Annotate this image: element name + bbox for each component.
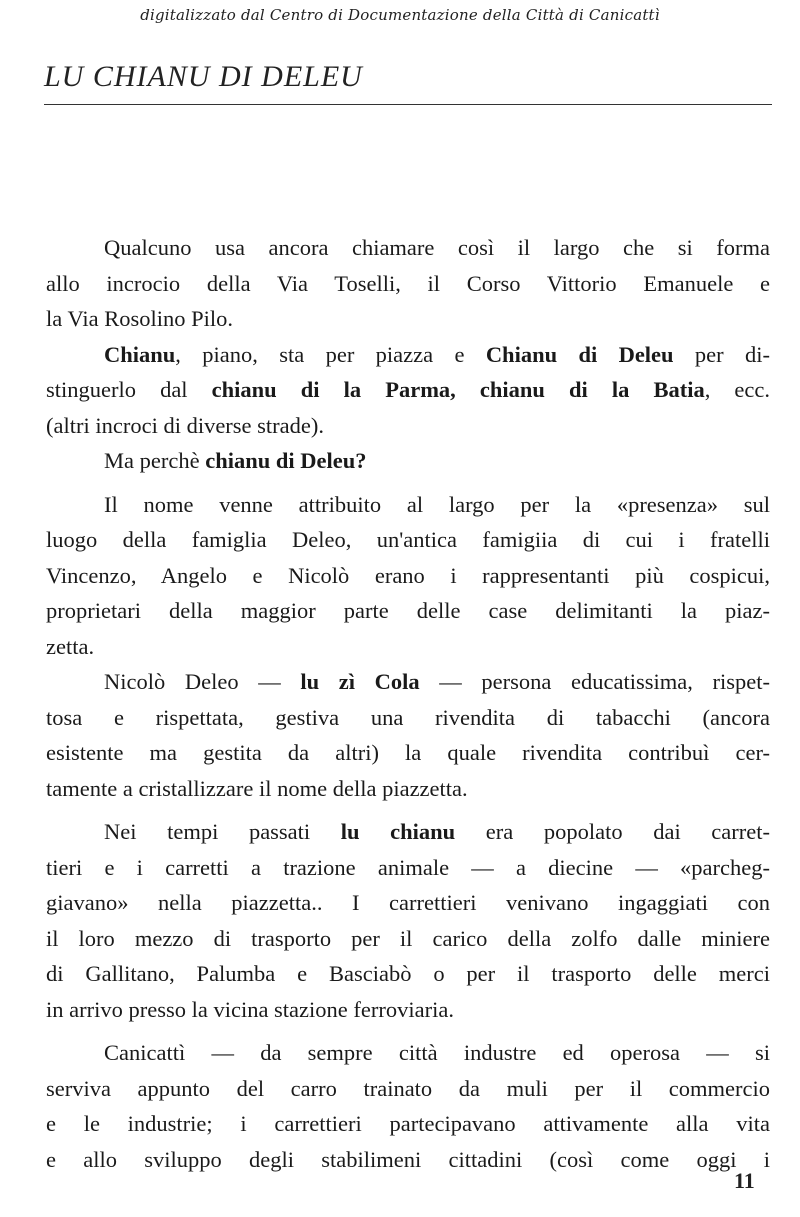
text-line (46, 301, 770, 337)
text-line (46, 337, 770, 373)
text-line (46, 372, 770, 408)
text-run: tosa e rispettata, gestiva una rivendita di tabacchi (ancora (46, 704, 770, 730)
page-number: 11 (734, 1168, 755, 1193)
bold-term: Chianu di Deleu (485, 341, 674, 367)
bold-term: Chianu (104, 341, 176, 367)
text-run: , piano, sta per piazza e (175, 341, 486, 367)
text-line (46, 266, 770, 302)
text-line (46, 558, 770, 594)
text-line (46, 443, 770, 479)
text-run: proprietari della maggior parte delle case delimitanti la piaz- (46, 598, 770, 623)
text-run: — persona educatissima, rispet- (419, 669, 770, 694)
text-run: era popolato dai carret- (455, 819, 770, 844)
text-run: e le industrie; i carrettieri partecipavano attivamente alla vita (46, 1111, 770, 1136)
text-run: stinguerlo dal (46, 377, 212, 402)
paragraph (46, 1035, 770, 1177)
text-line (46, 735, 770, 771)
text-line (46, 850, 770, 886)
text-run: Nicolò Deleo — (104, 669, 301, 694)
paragraph (46, 230, 770, 337)
text-line (46, 885, 770, 921)
text-line (46, 1106, 770, 1142)
paragraph-gap (46, 479, 770, 487)
text-line (46, 956, 770, 992)
bold-term: chianu di Deleu? (205, 448, 367, 473)
text-line (46, 408, 770, 444)
text-line (46, 771, 770, 807)
text-run: tieri e i carretti a trazione animale — a diecine — «parcheg- (46, 854, 770, 880)
text-line (46, 814, 770, 850)
text-line (46, 700, 770, 736)
text-run: il loro mezzo di trasporto per il carico della zolfo dalle miniere (46, 925, 770, 951)
text-run: , ecc. (704, 377, 770, 402)
text-line (46, 522, 770, 558)
text-run: esistente ma gestita da altri) la quale rivendita contribuì cer- (46, 740, 770, 765)
text-line (46, 992, 770, 1028)
text-run: zetta. (46, 633, 95, 659)
text-run: di Gallitano, Palumba e Basciabò o per il trasporto delle merci (46, 961, 770, 986)
text-line (46, 1035, 770, 1071)
text-line (46, 1142, 770, 1178)
paragraph (46, 664, 770, 806)
paragraph (46, 814, 770, 1027)
text-run: Vincenzo, Angelo e Nicolò erano i rappresentanti più cospicui, (46, 562, 770, 588)
text-line (46, 921, 770, 957)
paragraph-gap (46, 1027, 770, 1035)
paragraph (46, 337, 770, 444)
text-line (46, 1071, 770, 1107)
text-run: la Via Rosolino Pilo. (46, 306, 233, 331)
text-line (46, 487, 770, 523)
text-run: in arrivo presso la vicina stazione ferroviaria. (46, 996, 454, 1022)
paragraph (46, 487, 770, 665)
bold-term: lu zì Cola (300, 669, 420, 694)
paragraph (46, 443, 770, 479)
bold-term: chianu di la Parma, chianu di la Batia (211, 377, 705, 402)
text-line (46, 230, 770, 266)
text-line (46, 593, 770, 629)
text-run: Canicattì — da sempre città industre ed operosa — si (104, 1040, 770, 1065)
digitization-watermark: digitalizzato dal Centro di Documentazione della Città di Canicattì (140, 6, 660, 24)
text-run: (altri incroci di diverse strade). (46, 412, 325, 438)
text-run: serviva appunto del carro trainato da muli per il commercio (46, 1075, 770, 1101)
text-run: e allo sviluppo degli stabilimeni cittadini (così come oggi i (46, 1146, 770, 1172)
text-line (46, 664, 770, 700)
text-run: luogo della famiglia Deleo, un'antica famigiia di cui i fratelli (46, 527, 770, 552)
title-rule (44, 104, 772, 105)
text-run: Qualcuno usa ancora chiamare così il largo che si forma (104, 235, 770, 260)
chapter-title: LU CHIANU DI DELEU (44, 60, 363, 93)
text-run: tamente a cristallizzare il nome della piazzetta. (46, 775, 468, 801)
paragraph-gap (46, 806, 770, 814)
text-run: giavano» nella piazzetta.. I carrettieri venivano ingaggiati con (46, 890, 770, 915)
text-run: Nei tempi passati (104, 819, 341, 844)
body-text (46, 230, 770, 1177)
text-run: Ma perchè (104, 448, 206, 473)
bold-term: lu chianu (340, 819, 456, 844)
text-run: per di- (673, 341, 770, 367)
text-line (46, 629, 770, 665)
text-run: Il nome venne attribuito al largo per la «presenza» sul (104, 491, 770, 517)
text-run: allo incrocio della Via Toselli, il Corso Vittorio Emanuele e (46, 270, 770, 296)
